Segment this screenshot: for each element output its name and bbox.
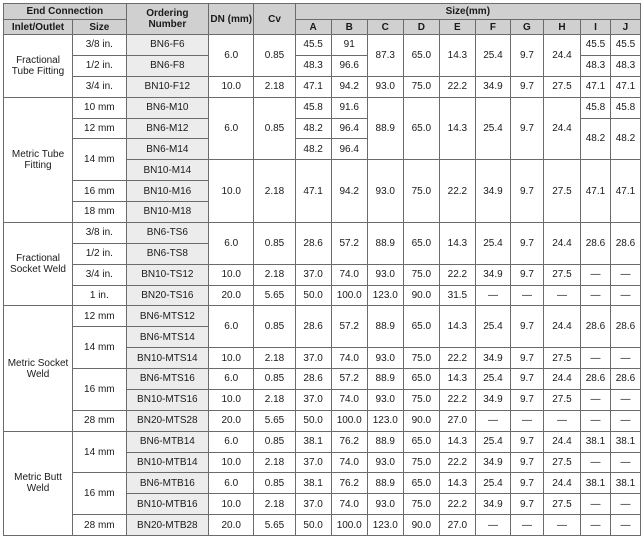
table-cell: 57.2: [331, 222, 367, 264]
dimension-header: I: [581, 20, 611, 35]
table-cell: —: [581, 410, 611, 431]
table-cell: 24.4: [543, 35, 580, 77]
table-cell: 47.1: [581, 160, 611, 223]
table-cell: —: [581, 452, 611, 473]
ordering-number-cell: BN10-M14: [126, 160, 208, 181]
table-cell: 6.0: [209, 431, 254, 452]
table-cell: —: [610, 410, 640, 431]
table-cell: 37.0: [295, 389, 331, 410]
table-cell: 65.0: [403, 35, 439, 77]
table-cell: 91: [331, 35, 367, 56]
table-cell: 27.5: [543, 348, 580, 369]
table-cell: 9.7: [510, 431, 543, 452]
table-cell: 37.0: [295, 494, 331, 515]
table-cell: —: [610, 285, 640, 306]
table-cell: 96.4: [331, 118, 367, 139]
ordering-number-cell: BN10-MTS16: [126, 389, 208, 410]
table-cell: 25.4: [475, 431, 510, 452]
table-cell: 28.6: [610, 222, 640, 264]
table-cell: 27.5: [543, 494, 580, 515]
table-cell: 14.3: [439, 473, 475, 494]
table-cell: 14.3: [439, 35, 475, 77]
table-cell: 48.2: [295, 139, 331, 160]
ordering-number-cell: BN6-F6: [126, 35, 208, 56]
table-cell: 12 mm: [73, 118, 127, 139]
table-cell: 10.0: [209, 494, 254, 515]
table-cell: 27.5: [543, 452, 580, 473]
table-cell: 25.4: [475, 35, 510, 77]
table-cell: 14 mm: [73, 327, 127, 369]
table-cell: 34.9: [475, 160, 510, 223]
table-cell: 22.2: [439, 494, 475, 515]
table-cell: 0.85: [254, 431, 295, 452]
table-cell: 2.18: [254, 76, 295, 97]
table-cell: 34.9: [475, 452, 510, 473]
table-cell: —: [581, 285, 611, 306]
table-cell: 57.2: [331, 306, 367, 348]
table-cell: 1 in.: [73, 285, 127, 306]
table-cell: 75.0: [403, 389, 439, 410]
table-cell: 22.2: [439, 160, 475, 223]
table-cell: 48.3: [610, 55, 640, 76]
table-cell: 9.7: [510, 389, 543, 410]
table-cell: 88.9: [367, 97, 403, 160]
table-cell: —: [610, 494, 640, 515]
table-cell: 37.0: [295, 264, 331, 285]
table-cell: 0.85: [254, 306, 295, 348]
ordering-number-cell: BN6-TS6: [126, 222, 208, 243]
table-cell: 27.5: [543, 160, 580, 223]
end-connection-header: End Connection: [4, 4, 127, 20]
table-cell: 2.18: [254, 389, 295, 410]
table-cell: 75.0: [403, 160, 439, 223]
table-row: [4, 410, 641, 431]
table-cell: —: [581, 348, 611, 369]
table-cell: —: [610, 264, 640, 285]
valve-dimensions-table: [3, 3, 641, 536]
ordering-number-cell: BN20-MTS28: [126, 410, 208, 431]
table-cell: 34.9: [475, 494, 510, 515]
table-cell: 9.7: [510, 306, 543, 348]
ordering-number-cell: BN6-M10: [126, 97, 208, 118]
table-body: [4, 35, 641, 536]
table-cell: —: [543, 285, 580, 306]
table-cell: 10.0: [209, 348, 254, 369]
table-row: [4, 369, 641, 390]
table-cell: 45.8: [610, 97, 640, 118]
ordering-number-cell: BN6-F8: [126, 55, 208, 76]
table-cell: 6.0: [209, 473, 254, 494]
table-cell: 100.0: [331, 515, 367, 536]
table-cell: —: [610, 389, 640, 410]
dimension-header: F: [475, 20, 510, 35]
table-cell: 76.2: [331, 431, 367, 452]
table-cell: 28.6: [581, 306, 611, 348]
table-row: [4, 285, 641, 306]
table-cell: 5.65: [254, 410, 295, 431]
table-cell: 100.0: [331, 285, 367, 306]
table-row: [4, 222, 641, 243]
table-cell: 47.1: [295, 76, 331, 97]
dimension-header: B: [331, 20, 367, 35]
table-row: [4, 76, 641, 97]
size-header: Size: [73, 20, 127, 35]
ordering-number-cell: BN10-MTB16: [126, 494, 208, 515]
ordering-number-cell: BN20-MTB28: [126, 515, 208, 536]
table-cell: 93.0: [367, 494, 403, 515]
table-cell: 3/4 in.: [73, 264, 127, 285]
table-row: [4, 35, 641, 56]
table-cell: 74.0: [331, 264, 367, 285]
table-cell: 45.5: [581, 35, 611, 56]
table-cell: —: [610, 348, 640, 369]
table-cell: 27.0: [439, 515, 475, 536]
table-row: [4, 264, 641, 285]
table-cell: 9.7: [510, 160, 543, 223]
table-cell: 123.0: [367, 515, 403, 536]
table-cell: 22.2: [439, 452, 475, 473]
table-cell: 24.4: [543, 97, 580, 160]
table-cell: 0.85: [254, 473, 295, 494]
table-cell: 18 mm: [73, 202, 127, 223]
table-cell: 28.6: [610, 306, 640, 348]
table-cell: 14.3: [439, 369, 475, 390]
table-cell: 14.3: [439, 97, 475, 160]
table-cell: 27.5: [543, 76, 580, 97]
end-connection-cell: Metric Socket Weld: [4, 306, 73, 431]
table-cell: 48.2: [581, 118, 611, 160]
table-cell: 28.6: [295, 369, 331, 390]
table-cell: 9.7: [510, 348, 543, 369]
table-cell: 93.0: [367, 264, 403, 285]
ordering-number-cell: BN6-M12: [126, 118, 208, 139]
table-cell: 25.4: [475, 306, 510, 348]
ordering-number-cell: BN6-MTB14: [126, 431, 208, 452]
table-cell: 48.3: [295, 55, 331, 76]
table-cell: 6.0: [209, 306, 254, 348]
table-cell: 65.0: [403, 369, 439, 390]
table-cell: 57.2: [331, 369, 367, 390]
table-cell: 93.0: [367, 348, 403, 369]
table-row: [4, 473, 641, 494]
table-cell: —: [610, 452, 640, 473]
table-cell: 47.1: [610, 160, 640, 223]
ordering-number-header: Ordering Number: [126, 4, 208, 35]
table-cell: 24.4: [543, 222, 580, 264]
table-cell: 2.18: [254, 348, 295, 369]
table-cell: 31.5: [439, 285, 475, 306]
ordering-number-cell: BN10-MTB14: [126, 452, 208, 473]
table-cell: 27.0: [439, 410, 475, 431]
table-cell: —: [510, 285, 543, 306]
table-cell: —: [475, 285, 510, 306]
table-cell: 28.6: [581, 369, 611, 390]
table-cell: 88.9: [367, 369, 403, 390]
table-cell: 10.0: [209, 389, 254, 410]
table-cell: 27.5: [543, 389, 580, 410]
table-cell: 6.0: [209, 222, 254, 264]
table-cell: 37.0: [295, 348, 331, 369]
table-cell: 28.6: [610, 369, 640, 390]
table-cell: 65.0: [403, 222, 439, 264]
table-cell: 2.18: [254, 452, 295, 473]
table-cell: 28.6: [295, 222, 331, 264]
table-cell: 93.0: [367, 452, 403, 473]
table-cell: 74.0: [331, 452, 367, 473]
table-cell: —: [581, 389, 611, 410]
table-cell: 75.0: [403, 452, 439, 473]
table-cell: 9.7: [510, 473, 543, 494]
table-cell: 9.7: [510, 494, 543, 515]
table-cell: 34.9: [475, 76, 510, 97]
table-cell: 65.0: [403, 473, 439, 494]
dimension-header: H: [543, 20, 580, 35]
table-cell: 1/2 in.: [73, 55, 127, 76]
table-cell: 93.0: [367, 76, 403, 97]
table-cell: 24.4: [543, 473, 580, 494]
table-cell: 74.0: [331, 494, 367, 515]
table-cell: 93.0: [367, 160, 403, 223]
ordering-number-cell: BN6-MTB16: [126, 473, 208, 494]
table-cell: 38.1: [581, 431, 611, 452]
table-cell: 10 mm: [73, 97, 127, 118]
table-cell: 14.3: [439, 306, 475, 348]
table-cell: —: [510, 515, 543, 536]
table-cell: 47.1: [610, 76, 640, 97]
table-cell: 75.0: [403, 348, 439, 369]
ordering-number-cell: BN6-TS8: [126, 243, 208, 264]
table-cell: 24.4: [543, 431, 580, 452]
table-cell: 93.0: [367, 389, 403, 410]
table-cell: 9.7: [510, 264, 543, 285]
ordering-number-cell: BN10-M18: [126, 202, 208, 223]
table-cell: 2.18: [254, 264, 295, 285]
table-cell: 1/2 in.: [73, 243, 127, 264]
table-cell: 96.4: [331, 139, 367, 160]
inlet-outlet-header: Inlet/Outlet: [4, 20, 73, 35]
table-cell: 20.0: [209, 285, 254, 306]
table-cell: 90.0: [403, 285, 439, 306]
table-cell: 88.9: [367, 431, 403, 452]
table-cell: 28.6: [295, 306, 331, 348]
table-cell: 22.2: [439, 264, 475, 285]
table-cell: 6.0: [209, 369, 254, 390]
table-cell: 10.0: [209, 160, 254, 223]
table-cell: 91.6: [331, 97, 367, 118]
table-row: [4, 515, 641, 536]
ordering-number-cell: BN20-TS16: [126, 285, 208, 306]
table-cell: 25.4: [475, 369, 510, 390]
table-cell: 90.0: [403, 515, 439, 536]
dimension-header: C: [367, 20, 403, 35]
cv-header: Cv: [254, 4, 295, 35]
end-connection-cell: Metric Tube Fitting: [4, 97, 73, 222]
table-cell: 27.5: [543, 264, 580, 285]
table-cell: —: [510, 410, 543, 431]
table-cell: 45.8: [295, 97, 331, 118]
table-cell: —: [543, 410, 580, 431]
table-cell: —: [610, 515, 640, 536]
table-cell: 94.2: [331, 160, 367, 223]
table-cell: 12 mm: [73, 306, 127, 327]
table-cell: 50.0: [295, 285, 331, 306]
table-cell: 9.7: [510, 97, 543, 160]
table-cell: 9.7: [510, 452, 543, 473]
table-cell: 45.5: [610, 35, 640, 56]
table-cell: 10.0: [209, 76, 254, 97]
table-cell: 2.18: [254, 494, 295, 515]
table-cell: 34.9: [475, 389, 510, 410]
table-cell: 10.0: [209, 264, 254, 285]
table-cell: 75.0: [403, 264, 439, 285]
dimension-header: J: [610, 20, 640, 35]
dn-header: DN (mm): [209, 4, 254, 35]
table-cell: 14.3: [439, 222, 475, 264]
table-cell: 2.18: [254, 160, 295, 223]
table-cell: 74.0: [331, 389, 367, 410]
table-cell: 75.0: [403, 494, 439, 515]
table-cell: 0.85: [254, 35, 295, 77]
table-cell: 38.1: [610, 431, 640, 452]
table-cell: 47.1: [581, 76, 611, 97]
table-cell: 25.4: [475, 97, 510, 160]
table-cell: 14 mm: [73, 431, 127, 473]
table-cell: —: [581, 494, 611, 515]
ordering-number-cell: BN10-F12: [126, 76, 208, 97]
table-cell: 22.2: [439, 348, 475, 369]
ordering-number-cell: BN10-M16: [126, 181, 208, 202]
table-cell: 37.0: [295, 452, 331, 473]
table-cell: 94.2: [331, 76, 367, 97]
ordering-number-cell: BN6-MTS14: [126, 327, 208, 348]
dimension-header: D: [403, 20, 439, 35]
table-cell: —: [475, 515, 510, 536]
table-cell: 9.7: [510, 369, 543, 390]
dimension-header: A: [295, 20, 331, 35]
table-cell: 34.9: [475, 348, 510, 369]
table-cell: 28 mm: [73, 410, 127, 431]
table-cell: —: [581, 264, 611, 285]
end-connection-cell: Fractional Socket Weld: [4, 222, 73, 306]
table-cell: 5.65: [254, 515, 295, 536]
table-cell: 20.0: [209, 515, 254, 536]
table-cell: 16 mm: [73, 473, 127, 515]
table-cell: 47.1: [295, 160, 331, 223]
table-cell: 123.0: [367, 410, 403, 431]
dimension-header: G: [510, 20, 543, 35]
table-cell: 0.85: [254, 97, 295, 160]
table-cell: 28.6: [581, 222, 611, 264]
table-cell: 6.0: [209, 97, 254, 160]
table-cell: 10.0: [209, 452, 254, 473]
table-cell: 50.0: [295, 410, 331, 431]
table-cell: 45.5: [295, 35, 331, 56]
table-cell: 34.9: [475, 264, 510, 285]
table-cell: 75.0: [403, 76, 439, 97]
table-cell: 9.7: [510, 222, 543, 264]
table-cell: 48.2: [610, 118, 640, 160]
table-cell: 9.7: [510, 35, 543, 77]
table-cell: 65.0: [403, 306, 439, 348]
table-cell: 22.2: [439, 76, 475, 97]
table-cell: 28 mm: [73, 515, 127, 536]
table-cell: 22.2: [439, 389, 475, 410]
table-cell: 50.0: [295, 515, 331, 536]
table-cell: —: [581, 515, 611, 536]
table-row: [4, 431, 641, 452]
table-cell: 48.2: [295, 118, 331, 139]
table-cell: 76.2: [331, 473, 367, 494]
ordering-number-cell: BN6-MTS12: [126, 306, 208, 327]
table-cell: 14 mm: [73, 139, 127, 181]
table-cell: 0.85: [254, 369, 295, 390]
table-cell: 6.0: [209, 35, 254, 77]
ordering-number-cell: BN6-M14: [126, 139, 208, 160]
table-cell: 24.4: [543, 369, 580, 390]
table-cell: —: [475, 410, 510, 431]
table-cell: 5.65: [254, 285, 295, 306]
table-cell: 90.0: [403, 410, 439, 431]
table-cell: 74.0: [331, 348, 367, 369]
table-cell: 3/8 in.: [73, 35, 127, 56]
dimension-header: E: [439, 20, 475, 35]
table-cell: 16 mm: [73, 369, 127, 411]
table-cell: 25.4: [475, 222, 510, 264]
table-cell: 3/4 in.: [73, 76, 127, 97]
ordering-number-cell: BN10-MTS14: [126, 348, 208, 369]
table-cell: 38.1: [295, 431, 331, 452]
ordering-number-cell: BN10-TS12: [126, 264, 208, 285]
table-cell: 38.1: [295, 473, 331, 494]
end-connection-cell: Fractional Tube Fitting: [4, 35, 73, 98]
table-cell: 87.3: [367, 35, 403, 77]
table-row: [4, 97, 641, 118]
table-cell: 88.9: [367, 306, 403, 348]
table-cell: 20.0: [209, 410, 254, 431]
table-cell: —: [543, 515, 580, 536]
table-cell: 3/8 in.: [73, 222, 127, 243]
table-row: [4, 306, 641, 327]
size-mm-header: Size(mm): [295, 4, 640, 20]
table-cell: 16 mm: [73, 181, 127, 202]
table-cell: 100.0: [331, 410, 367, 431]
table-cell: 9.7: [510, 76, 543, 97]
table-cell: 14.3: [439, 431, 475, 452]
table-cell: 96.6: [331, 55, 367, 76]
end-connection-cell: Metric Butt Weld: [4, 431, 73, 535]
table-cell: 65.0: [403, 431, 439, 452]
table-cell: 24.4: [543, 306, 580, 348]
table-cell: 123.0: [367, 285, 403, 306]
ordering-number-cell: BN6-MTS16: [126, 369, 208, 390]
table-cell: 38.1: [610, 473, 640, 494]
table-cell: 0.85: [254, 222, 295, 264]
table-cell: 48.3: [581, 55, 611, 76]
table-cell: 88.9: [367, 473, 403, 494]
table-cell: 65.0: [403, 97, 439, 160]
table-cell: 25.4: [475, 473, 510, 494]
table-cell: 45.8: [581, 97, 611, 118]
table-cell: 38.1: [581, 473, 611, 494]
table-cell: 88.9: [367, 222, 403, 264]
